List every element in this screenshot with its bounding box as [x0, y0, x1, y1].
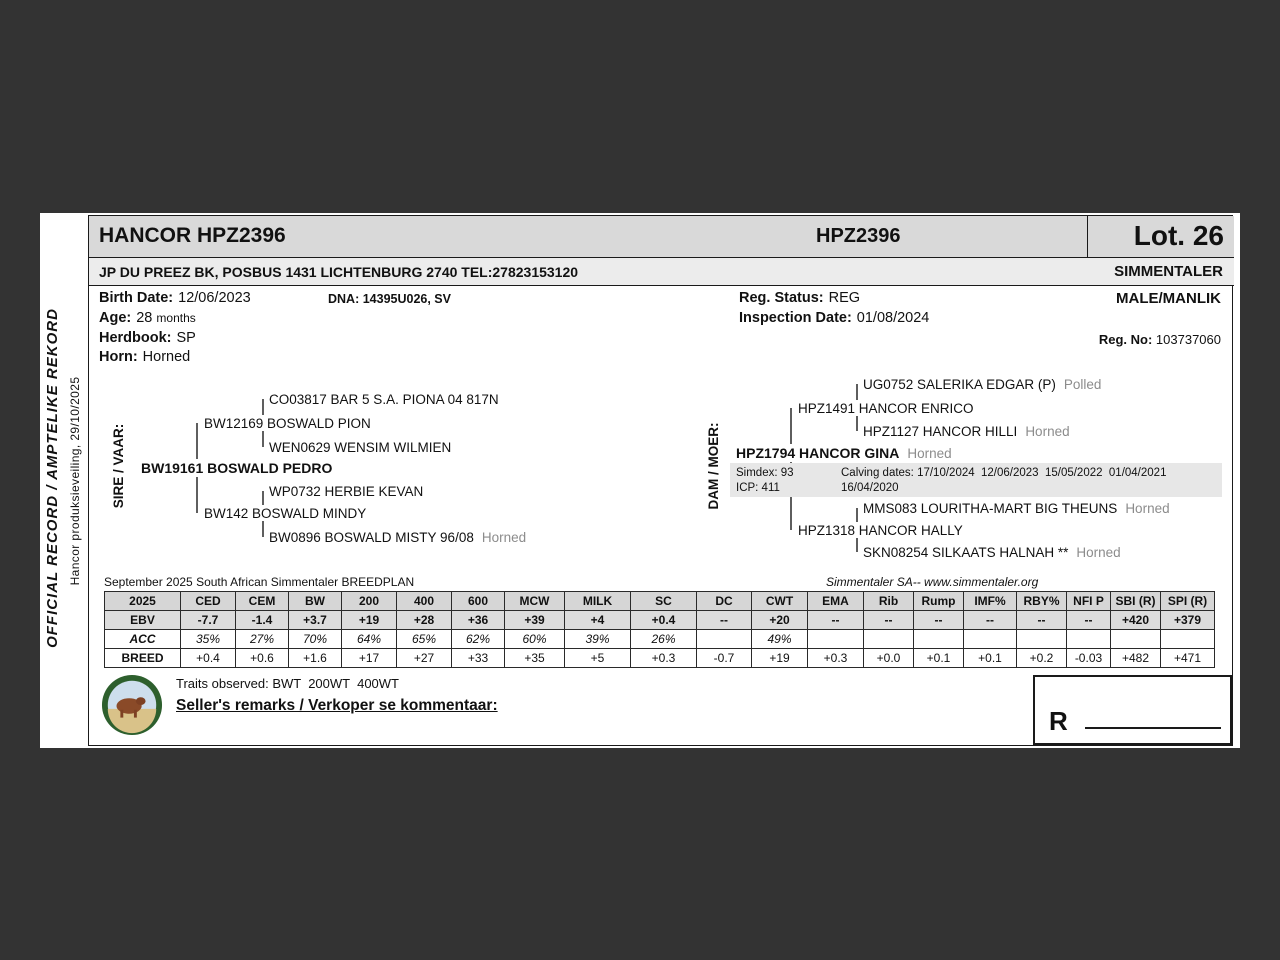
sire-grandparent-2: WEN0629 WENSIM WILMIEN	[269, 440, 452, 455]
breed-bw: +1.6	[289, 649, 342, 668]
breed-400: +27	[397, 649, 452, 668]
birth-date-value: 12/06/2023	[178, 290, 251, 306]
dam-grandparent-3-name: MMS083 LOURITHA-MART BIG THEUNS	[863, 501, 1118, 516]
sire-grandparent-4-horn-note: Horned	[481, 530, 527, 545]
acc-row-label: ACC	[105, 630, 181, 649]
reg-status-label: Reg. Status:	[739, 290, 824, 306]
breed-mcw: +35	[505, 649, 565, 668]
dam-parent-top: HPZ1491 HANCOR ENRICO	[798, 401, 974, 416]
sire-parent-top: BW12169 BOSWALD PION	[204, 416, 371, 431]
breed-spi: +471	[1161, 649, 1215, 668]
breed-200: +17	[342, 649, 397, 668]
ebv-milk: +4	[565, 611, 631, 630]
inspection-label: Inspection Date:	[739, 310, 852, 326]
col-sc: SC	[631, 592, 697, 611]
col-sbi: SBI (R)	[1111, 592, 1161, 611]
acc-spi	[1161, 630, 1215, 649]
breed-row	[105, 649, 1215, 668]
acc-sbi	[1111, 630, 1161, 649]
herdbook-value: SP	[176, 330, 196, 346]
dam-grandparent-1-name: UG0752 SALERIKA EDGAR (P)	[863, 377, 1056, 392]
horn-label: Horn:	[99, 349, 138, 365]
breed-milk: +5	[565, 649, 631, 668]
dam-grandparent-1-horn-note: Polled	[1063, 377, 1102, 392]
reg-status-value: REG	[828, 290, 861, 306]
acc-nfip	[1067, 630, 1111, 649]
acc-bw: 70%	[289, 630, 342, 649]
ebv-400: +28	[397, 611, 452, 630]
dam-grandparent-4-name: SKN08254 SILKAATS HALNAH **	[863, 545, 1069, 560]
sire-parent-bottom: BW142 BOSWALD MINDY	[204, 506, 367, 521]
ebv-bw: +3.7	[289, 611, 342, 630]
age-label: Age:	[99, 310, 132, 326]
owner-line: JP DU PREEZ BK, POSBUS 1431 LICHTENBURG 2740 TEL:27823153120	[99, 264, 579, 280]
col-cwt: CWT	[752, 592, 808, 611]
horn-value: Horned	[142, 349, 191, 365]
col-ema: EMA	[808, 592, 864, 611]
dam-grandparent-2	[863, 424, 1070, 439]
ebv-nfip: --	[1067, 611, 1111, 630]
ebv-sc: +0.4	[631, 611, 697, 630]
sire-grandparent-3: WP0732 HERBIE KEVAN	[269, 484, 424, 499]
birth-date-label: Birth Date:	[99, 290, 174, 306]
sire-grandparent-4	[269, 530, 526, 545]
ebv-rib: --	[864, 611, 914, 630]
col-cem: CEM	[236, 592, 289, 611]
dna-line: DNA: 14395U026, SV	[328, 292, 451, 306]
col-ced: CED	[181, 592, 236, 611]
ebv-row	[105, 611, 1215, 630]
breedplan-header-row	[105, 592, 1215, 611]
breedplan-source: Simmentaler SA-- www.simmentaler.org	[826, 575, 1039, 589]
price-line	[1085, 727, 1221, 729]
price-currency: R	[1049, 706, 1068, 736]
ebv-rby: --	[1017, 611, 1067, 630]
ebv-600: +36	[452, 611, 505, 630]
breed-ced: +0.4	[181, 649, 236, 668]
acc-mcw: 60%	[505, 630, 565, 649]
acc-rib	[864, 630, 914, 649]
ebv-ema: --	[808, 611, 864, 630]
col-year: 2025	[105, 592, 181, 611]
calving-dates-line1: Calving dates: 17/10/2024 12/06/2023 15/05/2022 01/04/2021	[841, 467, 1167, 479]
dam-name: HPZ1794 HANCOR GINA	[736, 445, 900, 461]
calving-dates-line2: 16/04/2020	[841, 482, 899, 494]
col-nfip: NFI P	[1067, 592, 1111, 611]
reg-no-value: 103737060	[1155, 332, 1221, 347]
breed-sc: +0.3	[631, 649, 697, 668]
breed-ema: +0.3	[808, 649, 864, 668]
dam-column-label: DAM / MOER:	[706, 422, 721, 510]
sire-grandparent-4-name: BW0896 BOSWALD MISTY 96/08	[269, 530, 474, 545]
ebv-rump: --	[914, 611, 964, 630]
breed-sbi: +482	[1111, 649, 1161, 668]
seller-remarks-heading: Seller's remarks / Verkoper se kommentaar:	[176, 697, 498, 714]
breedplan-table	[104, 591, 1215, 668]
col-spi: SPI (R)	[1161, 592, 1215, 611]
col-mcw: MCW	[505, 592, 565, 611]
col-dc: DC	[697, 592, 752, 611]
sire-grandparent-1: CO03817 BAR 5 S.A. PIONA 04 817N	[269, 392, 499, 407]
col-rib: Rib	[864, 592, 914, 611]
breed-nfip: -0.03	[1067, 649, 1111, 668]
ebv-spi: +379	[1161, 611, 1215, 630]
breedplan-caption: September 2025 South African Simmentaler BREEDPLAN	[104, 575, 415, 589]
ebv-mcw: +39	[505, 611, 565, 630]
herdbook-label: Herdbook:	[99, 330, 172, 346]
dam-parent-bottom: HPZ1318 HANCOR HALLY	[798, 523, 963, 538]
animal-reg-tag: HPZ2396	[816, 225, 901, 247]
price-box	[1033, 675, 1232, 745]
ebv-ced: -7.7	[181, 611, 236, 630]
breed-600: +33	[452, 649, 505, 668]
acc-400: 65%	[397, 630, 452, 649]
sale-sidebar: Hancor produksieveiling, 29/10/2025	[68, 376, 82, 586]
sire-name: BW19161 BOSWALD PEDRO	[141, 460, 333, 476]
age-value: 28	[136, 310, 153, 326]
breed-imf: +0.1	[964, 649, 1017, 668]
acc-rump	[914, 630, 964, 649]
col-rby: RBY%	[1017, 592, 1067, 611]
ebv-sbi: +420	[1111, 611, 1161, 630]
ebv-dc: --	[697, 611, 752, 630]
official-record-sidebar: OFFICIAL RECORD / AMPTELIKE REKORD	[44, 308, 61, 648]
acc-ced: 35%	[181, 630, 236, 649]
breed-rib: +0.0	[864, 649, 914, 668]
dam-grandparent-2-horn-note: Horned	[1025, 424, 1070, 439]
dam-horn-note: Horned	[907, 446, 952, 461]
acc-row	[105, 630, 1215, 649]
breed-rump: +0.1	[914, 649, 964, 668]
acc-600: 62%	[452, 630, 505, 649]
icp-value: ICP: 411	[736, 482, 780, 494]
ebv-200: +19	[342, 611, 397, 630]
acc-200: 64%	[342, 630, 397, 649]
dam-index-box	[730, 463, 1222, 497]
sex-value: MALE/MANLIK	[1116, 290, 1221, 307]
simdex-value: Simdex: 93	[736, 467, 794, 479]
col-imf: IMF%	[964, 592, 1017, 611]
dam-grandparent-1	[863, 377, 1101, 392]
ebv-cem: -1.4	[236, 611, 289, 630]
dam-grandparent-3-horn-note: Horned	[1125, 501, 1170, 516]
acc-cem: 27%	[236, 630, 289, 649]
dam-grandparent-4-horn-note: Horned	[1076, 545, 1121, 560]
acc-milk: 39%	[565, 630, 631, 649]
acc-dc	[697, 630, 752, 649]
dam-name-line	[736, 445, 952, 461]
acc-sc: 26%	[631, 630, 697, 649]
ebv-imf: --	[964, 611, 1017, 630]
col-bw: BW	[289, 592, 342, 611]
dam-grandparent-4	[863, 545, 1121, 560]
col-rump: Rump	[914, 592, 964, 611]
col-milk: MILK	[565, 592, 631, 611]
breed-row-label: BREED	[105, 649, 181, 668]
inspection-value: 01/08/2024	[856, 310, 930, 326]
col-400: 400	[397, 592, 452, 611]
breed-dc: -0.7	[697, 649, 752, 668]
acc-cwt: 49%	[752, 630, 808, 649]
breed-rby: +0.2	[1017, 649, 1067, 668]
dam-grandparent-3	[863, 501, 1170, 516]
ebv-cwt: +20	[752, 611, 808, 630]
col-200: 200	[342, 592, 397, 611]
age-unit: months	[156, 311, 196, 325]
acc-imf	[964, 630, 1017, 649]
animal-title: HANCOR HPZ2396	[99, 224, 286, 247]
catalog-document	[88, 215, 1233, 746]
ebv-row-label: EBV	[105, 611, 181, 630]
breed-name: SIMMENTALER	[1114, 263, 1223, 280]
sire-column-label: SIRE / VAAR:	[111, 423, 126, 509]
acc-ema	[808, 630, 864, 649]
breed-cwt: +19	[752, 649, 808, 668]
lot-number: Lot. 26	[1133, 220, 1224, 252]
traits-observed: Traits observed: BWT 200WT 400WT	[176, 676, 399, 691]
simmentaler-logo-icon	[101, 674, 163, 736]
acc-rby	[1017, 630, 1067, 649]
reg-no-label: Reg. No:	[1098, 332, 1153, 347]
col-600: 600	[452, 592, 505, 611]
breed-cem: +0.6	[236, 649, 289, 668]
dam-grandparent-2-name: HPZ1127 HANCOR HILLI	[863, 424, 1018, 439]
